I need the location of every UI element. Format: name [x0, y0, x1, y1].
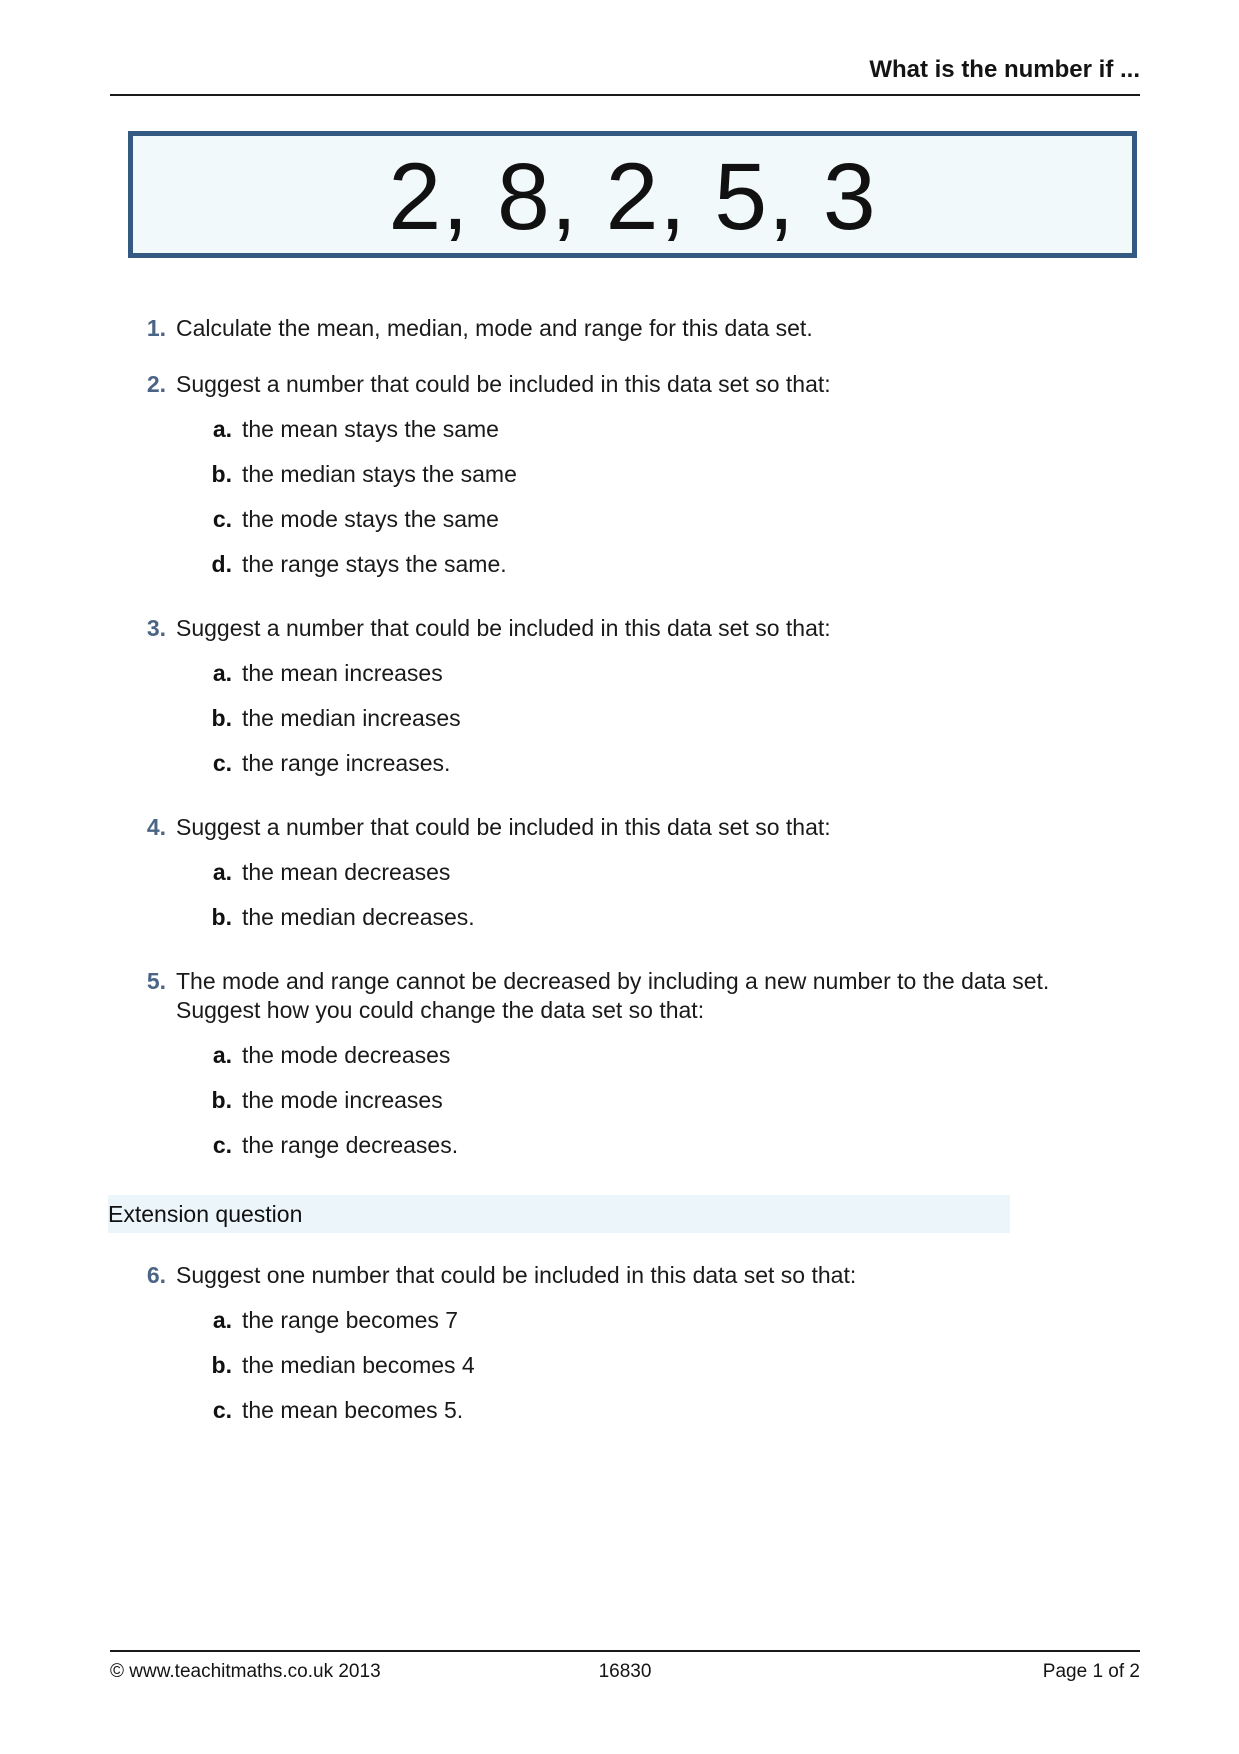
- question-3: [136, 614, 1056, 786]
- sub-letter: a.: [212, 660, 232, 686]
- sub-letter: c.: [212, 1397, 232, 1423]
- sub-item-list: [206, 1298, 1056, 1433]
- sub-item: [206, 1298, 1056, 1343]
- question-number: 6.: [146, 1262, 166, 1288]
- sub-letter: c.: [212, 1132, 232, 1158]
- extension-question-heading: Extension question: [108, 1195, 1010, 1233]
- question-list: [108, 314, 1063, 1460]
- footer-copyright: © www.teachitmaths.co.uk 2013: [110, 1661, 381, 1682]
- sub-text: the mean increases: [242, 660, 443, 686]
- question-stem: Calculate the mean, median, mode and range for this data set.: [176, 315, 813, 341]
- sub-text: the mean stays the same: [242, 416, 499, 442]
- sub-item: [206, 696, 1056, 741]
- question-number: 3.: [146, 615, 166, 641]
- question-number: 5.: [146, 968, 166, 994]
- sub-item: [206, 1123, 1056, 1168]
- question-4: [136, 813, 1056, 940]
- sub-item-list: [206, 651, 1056, 786]
- sub-item: [206, 452, 1056, 497]
- question-body: [176, 1261, 1056, 1433]
- data-set-box: [128, 131, 1137, 258]
- sub-item-list: [206, 407, 1056, 587]
- question-6: [136, 1261, 1056, 1433]
- sub-text: the range becomes 7: [242, 1307, 459, 1333]
- sub-text: the range increases.: [242, 750, 451, 776]
- sub-text: the range stays the same.: [242, 551, 507, 577]
- sub-letter: b.: [211, 1352, 232, 1378]
- sub-text: the range decreases.: [242, 1132, 459, 1158]
- sub-letter: c.: [212, 750, 232, 776]
- page-footer: [110, 1650, 1140, 1683]
- sub-text: the median increases: [242, 705, 461, 731]
- sub-item: [206, 1078, 1056, 1123]
- page-header-title: What is the number if ...: [110, 56, 1140, 96]
- sub-item: [206, 741, 1056, 786]
- sub-letter: a.: [212, 1307, 232, 1333]
- question-body: [176, 370, 1056, 587]
- data-set-value: 2, 8, 2, 5, 3: [388, 144, 877, 250]
- footer-document-id: 16830: [598, 1661, 652, 1682]
- sub-item: [206, 651, 1056, 696]
- question-2: [136, 370, 1056, 587]
- footer-page-number: Page 1 of 2: [1042, 1661, 1140, 1682]
- question-stem: The mode and range cannot be decreased by including a new number to the data set. Suggest how you could change the data set so that:: [176, 968, 1063, 1023]
- sub-text: the mode decreases: [242, 1042, 451, 1068]
- sub-letter: b.: [211, 1087, 232, 1113]
- sub-item: [206, 497, 1056, 542]
- sub-item: [206, 1343, 1056, 1388]
- sub-letter: b.: [211, 705, 232, 731]
- sub-item: [206, 850, 1056, 895]
- sub-text: the median becomes 4: [242, 1352, 475, 1378]
- sub-letter: a.: [212, 859, 232, 885]
- question-body: [176, 314, 1056, 343]
- sub-item-list: [206, 1033, 1056, 1168]
- question-number: 1.: [146, 315, 166, 341]
- sub-text: the mode increases: [242, 1087, 443, 1113]
- sub-text: the mean becomes 5.: [242, 1397, 464, 1423]
- sub-item: [206, 895, 1056, 940]
- question-body: [176, 967, 1063, 1168]
- question-body: [176, 813, 1056, 940]
- sub-letter: a.: [212, 1042, 232, 1068]
- question-body: [176, 614, 1056, 786]
- sub-item: [206, 542, 1056, 587]
- question-stem: Suggest a number that could be included in this data set so that:: [176, 615, 831, 641]
- sub-text: the mean decreases: [242, 859, 451, 885]
- sub-text: the median decreases.: [242, 904, 475, 930]
- sub-letter: a.: [212, 416, 232, 442]
- sub-item: [206, 407, 1056, 452]
- question-5: [136, 967, 1063, 1168]
- sub-letter: b.: [211, 904, 232, 930]
- sub-text: the mode stays the same: [242, 506, 499, 532]
- question-number: 4.: [146, 814, 166, 840]
- sub-letter: d.: [211, 551, 232, 577]
- sub-item: [206, 1388, 1056, 1433]
- sub-text: the median stays the same: [242, 461, 517, 487]
- sub-item-list: [206, 850, 1056, 940]
- question-stem: Suggest a number that could be included in this data set so that:: [176, 814, 831, 840]
- sub-letter: c.: [212, 506, 232, 532]
- sub-item: [206, 1033, 1056, 1078]
- question-stem: Suggest one number that could be included in this data set so that:: [176, 1262, 857, 1288]
- question-number: 2.: [146, 371, 166, 397]
- question-stem: Suggest a number that could be included in this data set so that:: [176, 371, 831, 397]
- question-1: [136, 314, 1056, 343]
- sub-letter: b.: [211, 461, 232, 487]
